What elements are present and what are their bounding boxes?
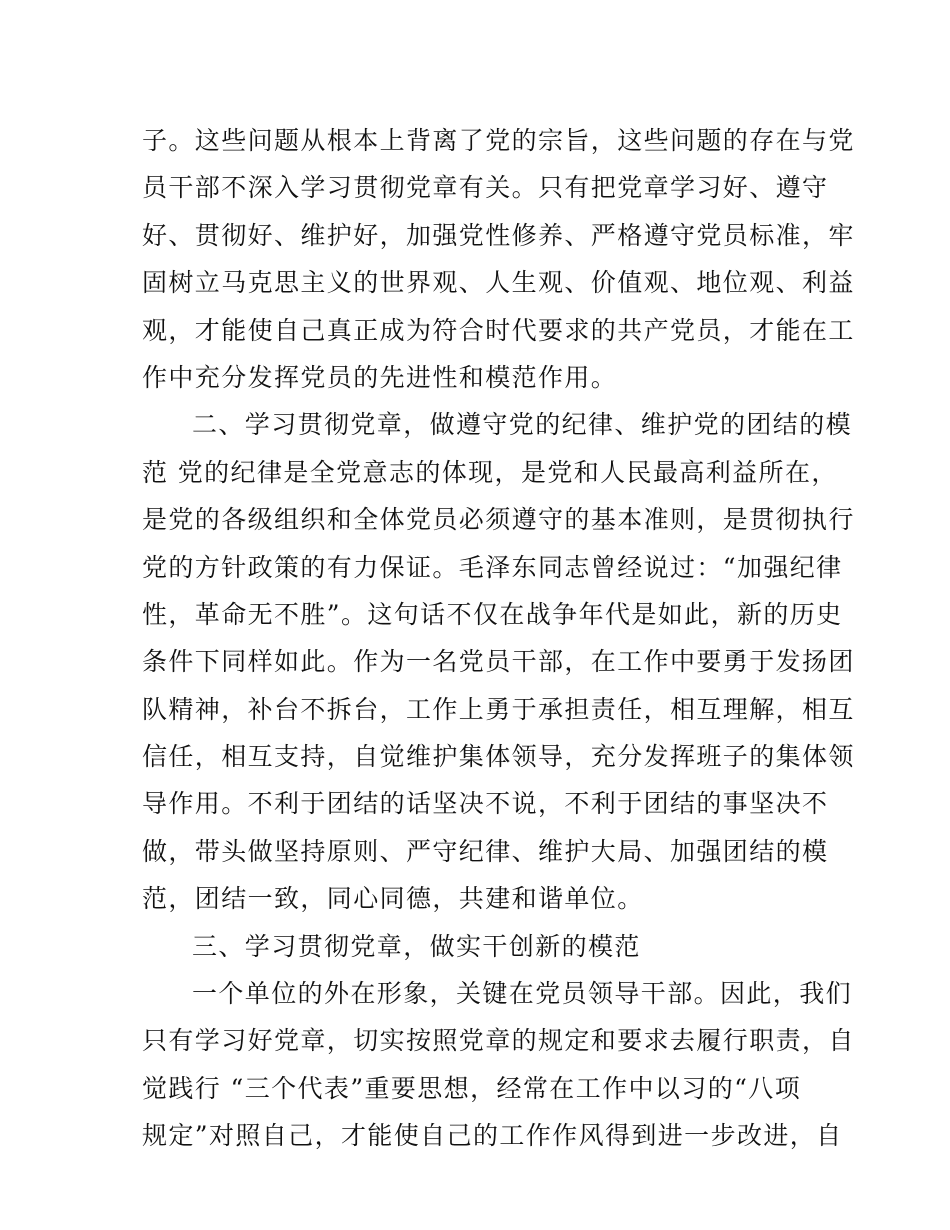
text-line: 做，带头做坚持原则、严守纪律、维护大局、加强团结的模 [142,836,829,866]
text-line: 固树立马克思主义的世界观、人生观、价值观、地位观、利益 [142,268,855,298]
text-line: 只有学习好党章，切实按照党章的规定和要求去履行职责，自 [142,1026,855,1056]
text-line: 党的方针政策的有力保证。毛泽东同志曾经说过：“加强纪律 [142,552,843,582]
text-line: 队精神，补台不拆台，工作上勇于承担责任，相互理解，相互 [142,694,855,724]
text-line: 员干部不深入学习贯彻党章有关。只有把党章学习好、遵守 [142,173,829,203]
text-line: 作中充分发挥党员的先进性和模范作用。 [142,362,618,392]
text-line: 范 党的纪律是全党意志的体现，是党和人民最高利益所在， [142,457,838,487]
text-line: 是党的各级组织和全体党员必须遵守的基本准则，是贯彻执行 [142,505,855,535]
text-line: 觉践行 “三个代表”重要思想，经常在工作中以习的“八项 [142,1073,802,1103]
text-line: 条件下同样如此。作为一名党员干部，在工作中要勇于发扬团 [142,647,855,677]
text-line: 一个单位的外在形象，关键在党员领导干部。因此，我们 [192,979,853,1009]
document-body [142,117,855,1160]
text-line: 二、学习贯彻党章，做遵守党的纪律、维护党的团结的模 [192,410,853,440]
text-line: 信任，相互支持，自觉维护集体领导，充分发挥班子的集体领 [142,742,855,772]
text-line: 三、学习贯彻党章，做实干创新的模范 [192,931,641,961]
text-line: 观，才能使自己真正成为符合时代要求的共产党员，才能在工 [142,315,855,345]
text-line: 好、贯彻好、维护好，加强党性修养、严格遵守党员标准，牢 [142,220,855,250]
text-line: 范，团结一致，同心同德，共建和谐单位。 [142,884,644,914]
text-line: 规定”对照自己，才能使自己的工作作风得到进一步改进，自 [142,1121,843,1151]
text-line: 子。这些问题从根本上背离了党的宗旨，这些问题的存在与党 [142,126,855,155]
text-line: 性，革命无不胜”。这句话不仅在战争年代是如此，新的历史 [142,599,843,629]
text-line: 导作用。不利于团结的话坚决不说，不利于团结的事坚决不 [142,789,829,819]
